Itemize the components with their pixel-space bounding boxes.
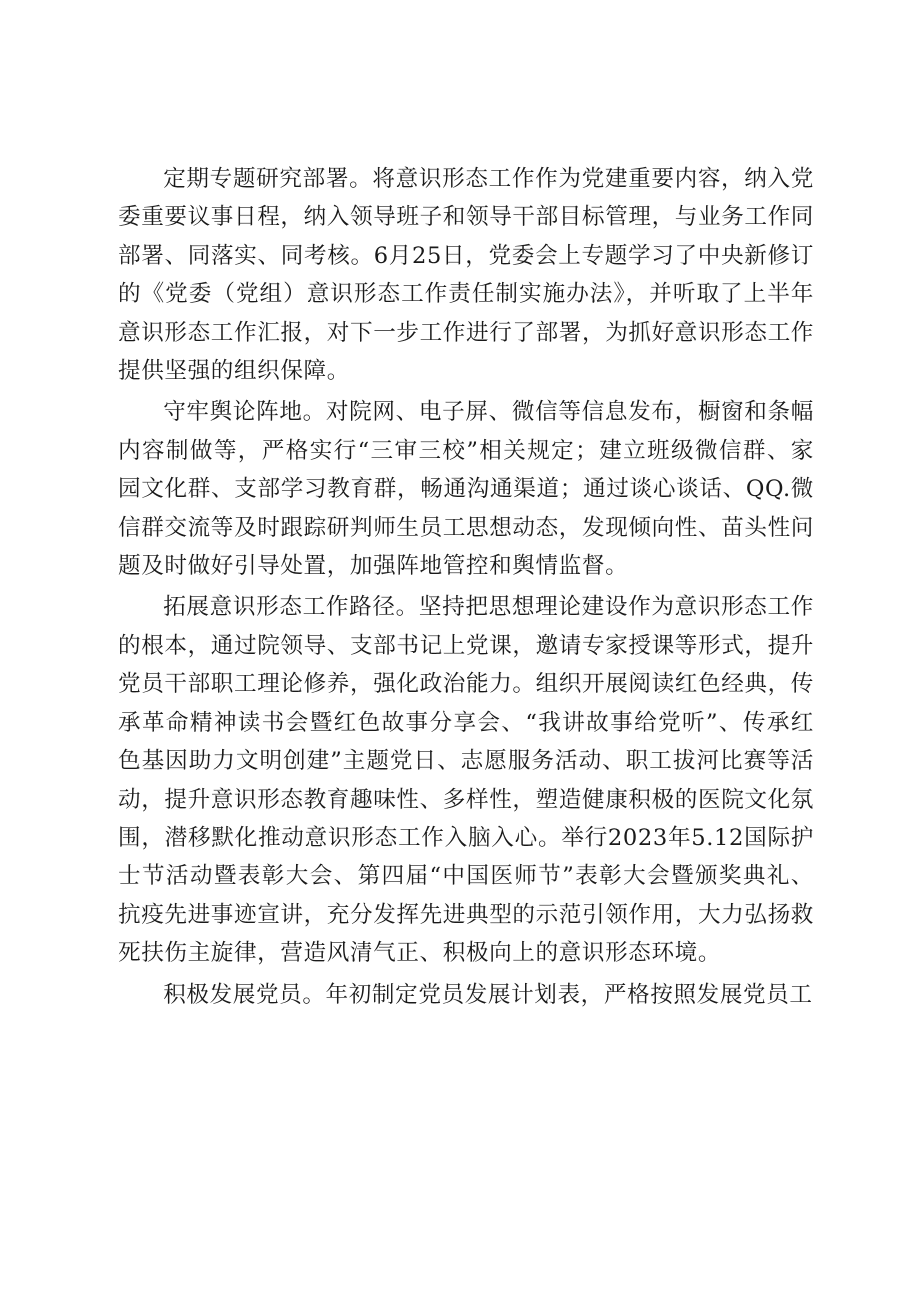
paragraph-ideology-path: 拓展意识形态工作路径。坚持把思想理论建设作为意识形态工作的根本，通过院领导、支部书记上党课，邀请专家授课等形式，提升党员干部职工理论修养，强化政治能力。组织开展阅读红色经典，传承革命精神读书会暨红色故事分享会、“我讲故事给党听”、传承红色基因助力文明创建”主题党日、志愿服务活动、职工拔河比赛等活动，提升意识形态教育趣味性、多样性，塑造健康积极的医院文化氛围，潜移默化推动意识形态工作入脑入心。举行2023年5.12国际护士节活动暨表彰大会、第四届“中国医师节”表彰大会暨颁奖典礼、抗疫先进事迹宣讲，充分发挥先进典型的示范引领作用，大力弘扬救死扶伤主旋律，营造风清气正、积极向上的意识形态环境。 [118,594,814,967]
paragraph-party-members: 积极发展党员。年初制定党员发展计划表，严格按照发展党员工 [163,981,813,1008]
paragraph-deployment: 定期专题研究部署。将意识形态工作作为党建重要内容，纳入党委重要议事日程，纳入领导班子和领导干部目标管理，与业务工作同部署、同落实、同考核。6月25日，党委会上专题学习了中央新修订的《党委（党组）意识形态工作责任制实施办法》，并听取了上半年意识形态工作汇报，对下一步工作进行了部署，为抓好意识形态工作提供坚强的组织保障。 [118,166,814,385]
paragraph-public-opinion: 守牢舆论阵地。对院网、电子屏、微信等信息发布，橱窗和条幅内容制做等，严格实行“三审三校”相关规定；建立班级微信群、家园文化群、支部学习教育群，畅通沟通渠道；通过谈心谈话、QQ.微信群交流等及时跟踪研判师生员工思想动态，发现倾向性、苗头性问题及时做好引导处置，加强阵地管控和舆情监督。 [118,399,814,580]
document-body [118,160,814,1017]
